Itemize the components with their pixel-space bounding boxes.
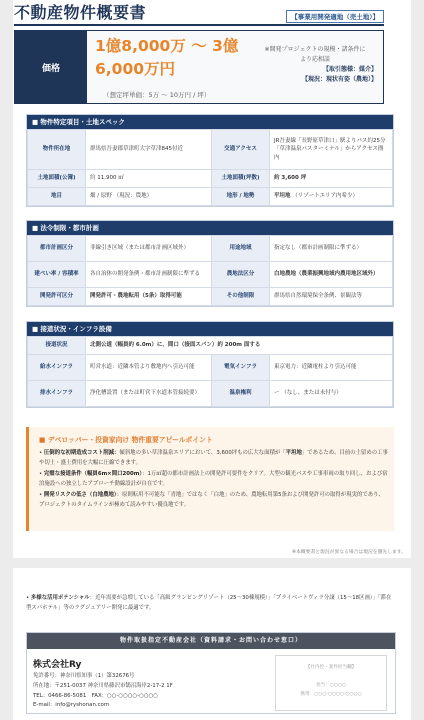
table-row bbox=[28, 130, 393, 170]
table-label: 土地面積(坪数) bbox=[212, 170, 270, 188]
document-header bbox=[14, 0, 384, 22]
infra-table bbox=[27, 336, 393, 407]
company-details bbox=[33, 672, 173, 711]
table-label: 開発許可区分 bbox=[28, 288, 86, 306]
company-address: 所在地：〒251-0037 神奈川県藤沢市鵠沼海岸2-17-2 1F bbox=[33, 682, 173, 689]
table-cell: 各自治体の開発条例・都市計画制限に準ずる bbox=[86, 262, 212, 288]
table-label: 農地法区分 bbox=[212, 262, 270, 288]
section-heading: ■ 物件特定項目・土地スペック bbox=[27, 115, 393, 129]
table-cell: 畑 / 原野 （現況：農地） bbox=[86, 188, 212, 206]
terrain-note: （リゾートエリア内希少） bbox=[290, 193, 359, 200]
table-label: 都市計画区分 bbox=[28, 236, 86, 262]
list-item: • 圧倒的な初期造成コスト削減：傾斜地の多い草津温泉エリアにおいて、3,600坪もの広大な面積が「平坦地」であるため、目前の土留めの工事や切土・盛土費用を大幅に圧縮できます。 bbox=[39, 450, 388, 466]
property-type-tag: 【事業用開発適地（売土地）】 bbox=[286, 10, 384, 23]
table-cell: 非線引き区域（または都市計画区域外） bbox=[86, 236, 212, 262]
email-address[interactable]: E-mail：info@ryshonan.com bbox=[33, 702, 110, 709]
table-cell: ー （なし、または未付与） bbox=[270, 381, 393, 407]
table-label: 接道状況 bbox=[28, 337, 86, 355]
item-body: ：原則転用不可能な「青地」ではなく「白地」のため、農地転用第5条および開発許可の取得が現実的であり、プロジェクトのタイムラインが極めて読みやすい優良地です。 bbox=[39, 492, 384, 508]
table-cell: 群馬県吾妻郡草津町大字草津845付近 bbox=[86, 130, 212, 170]
table-cell: 白地農地（農業振興地域内農用地区域外） bbox=[270, 262, 393, 288]
current-status: 【現況：現状有姿（農地）】 bbox=[301, 76, 377, 83]
license-number: 免許番号：神奈川県知事（1）第32676号 bbox=[33, 673, 135, 679]
section-heading: ■ 法令制限・都市計画 bbox=[27, 221, 393, 235]
list-item: • 完璧な接道条件（幅員6m×間口200m）：1万㎡超の都市計画法上の開発許可要件をクリア。大型の観光バスや工事車両の取り回し、および宿泊施設への独立したアプローチ動線設計が自在です。 bbox=[39, 471, 388, 487]
table-label: 地目 bbox=[28, 188, 86, 206]
table-label: 地形 / 地勢 bbox=[212, 188, 270, 206]
table-cell: 開発許可・農地転用（5条）取得可能 bbox=[86, 288, 212, 306]
contact-heading: 物件取扱指定不動産会社（資料請求・お問い合わせ窓口） bbox=[27, 633, 395, 649]
company-name: 株式会社Ry bbox=[33, 660, 82, 670]
appeal-box bbox=[26, 427, 394, 531]
table-cell: 指定なし（都市計画制限に準ずる） bbox=[270, 236, 393, 262]
table-label: 建ぺい率 / 容積率 bbox=[28, 262, 86, 288]
table-cell: 町営水道：近隣本管より敷地内へ引込可能 bbox=[86, 355, 212, 381]
table-label: 物件所在地 bbox=[28, 130, 86, 170]
table-label: 排水インフラ bbox=[28, 381, 86, 407]
memo-staff: 担当：○○○○ bbox=[316, 683, 346, 688]
table-label: 給水インフラ bbox=[28, 355, 86, 381]
table-row bbox=[28, 236, 393, 262]
table-cell: 約 3,600 坪 bbox=[270, 170, 393, 188]
negotiation-note-1: ※開発プロジェクトの規模・諸条件に bbox=[264, 46, 366, 53]
item-head: 多様な活用ポテンシャル bbox=[30, 595, 90, 601]
price-label: 価格 bbox=[15, 31, 87, 103]
terrain-highlight: 平坦地 bbox=[274, 193, 291, 200]
table-row bbox=[28, 188, 393, 206]
section-heading: ■ 接道状況・インフラ設備 bbox=[27, 322, 393, 336]
law-section bbox=[26, 220, 394, 307]
table-label: 交通アクセス bbox=[212, 130, 270, 170]
item-head: 完璧な接道条件（幅員6m×間口200m） bbox=[43, 471, 143, 477]
table-cell: 浄化槽設置（または町営下水道本管接続要） bbox=[86, 381, 212, 407]
price-notes bbox=[253, 45, 377, 85]
table-row bbox=[28, 381, 393, 407]
table-label: 温泉権利 bbox=[212, 381, 270, 407]
page-title: 不動産物件概要書 bbox=[14, 3, 147, 22]
unit-price-note: （想定坪単価：5万 〜 10万円 / 坪） bbox=[103, 91, 211, 99]
table-cell: 東京電力：近隣電柱より引込可能 bbox=[270, 355, 393, 381]
table-cell: JR吾妻線「長野原草津口」駅よりバス約25分「草津温泉バスターミナル」からアクセス圏内 bbox=[270, 130, 393, 170]
law-table bbox=[27, 235, 393, 306]
table-label: 電気インフラ bbox=[212, 355, 270, 381]
contact-box bbox=[26, 632, 396, 714]
list-item: • 開発リスクの低さ（白地農地）：原則転用不可能な「青地」ではなく「白地」のため、農地転用第5条および開発許可の取得が現実的であり、プロジェクトのタイムラインが極めて読みやすい優良地です。 bbox=[39, 492, 384, 508]
memo-mobile: 携帯：○○○-○○○○-○○○○ bbox=[300, 692, 362, 697]
table-row bbox=[28, 288, 393, 306]
table-label: その他制限 bbox=[212, 288, 270, 306]
table-cell: 北側公道（幅員約 6.0m）に、間口（接面スパン）約 200m 面する bbox=[86, 337, 393, 355]
spec-table bbox=[27, 129, 393, 206]
table-label: 用途地域 bbox=[212, 236, 270, 262]
header-divider bbox=[14, 24, 384, 26]
table-row bbox=[28, 355, 393, 381]
table-cell: 群馬県自然環境保全条例、景観法等 bbox=[270, 288, 393, 306]
table-label: 土地面積(公簿) bbox=[28, 170, 86, 188]
table-row bbox=[28, 262, 393, 288]
table-row bbox=[28, 170, 393, 188]
appeal-list bbox=[39, 449, 389, 512]
transaction-type: 【取引態様：媒介】 bbox=[322, 66, 377, 73]
phone-fax: TEL：0466-86-5081 FAX：○○-○○○○-○○○○ bbox=[33, 692, 158, 699]
spec-section bbox=[26, 114, 394, 207]
list-item: • 多様な活用ポテンシャル：近年需要が急増している「高級グランピングリゾート（25〜30棟規模）」「プライベートヴィラ分譲（15〜18区画）」「滞在型スパホテル」等のラグジュアリー開発に最適です。 bbox=[26, 595, 392, 611]
table-cell: 約 11,900 ㎡ bbox=[86, 170, 212, 188]
price-box bbox=[14, 30, 384, 104]
memo-title: 【社内控・案件担当欄】 bbox=[305, 665, 357, 670]
item-head: 開発リスクの低さ（白地農地） bbox=[43, 492, 117, 498]
item-body: 傾斜地の多い草津温泉エリアにおいて、3,600坪もの広大な面積が「平坦地」であるため、目前の土留めの工事や切土・盛土費用を大幅に圧縮できます。 bbox=[39, 450, 388, 466]
footnote: ※本概要書と現況が異なる場合は現況を優先します。 bbox=[292, 550, 406, 555]
item-head: 圧倒的な初期造成コスト削減： bbox=[43, 450, 120, 456]
appeal-title: ■ デベロッパー・投資家向け 物件重要アピールポイント bbox=[39, 436, 213, 444]
item-body: ：1万㎡超の都市計画法上の開発許可要件をクリア。大型の観光バスや工事車両の取り回し、および宿泊施設への独立したアプローチ動線設計が自在です。 bbox=[39, 471, 388, 487]
negotiation-note-2: より応相談 bbox=[299, 56, 330, 63]
table-cell bbox=[270, 188, 393, 206]
price-line-2: 6,000万円 bbox=[95, 60, 176, 78]
price-line-1: 1億8,000万 〜 3億 bbox=[95, 37, 239, 55]
infra-section bbox=[26, 321, 394, 408]
item-body: ：近年需要が急増している「高級グランピングリゾート（25〜30棟規模）」「プライベートヴィラ分譲（15〜18区画）」「滞在型スパホテル」等のラグジュアリー開発に最適です。 bbox=[26, 595, 392, 611]
internal-memo-box bbox=[275, 655, 387, 711]
table-row bbox=[28, 337, 393, 355]
price-value bbox=[95, 35, 255, 81]
